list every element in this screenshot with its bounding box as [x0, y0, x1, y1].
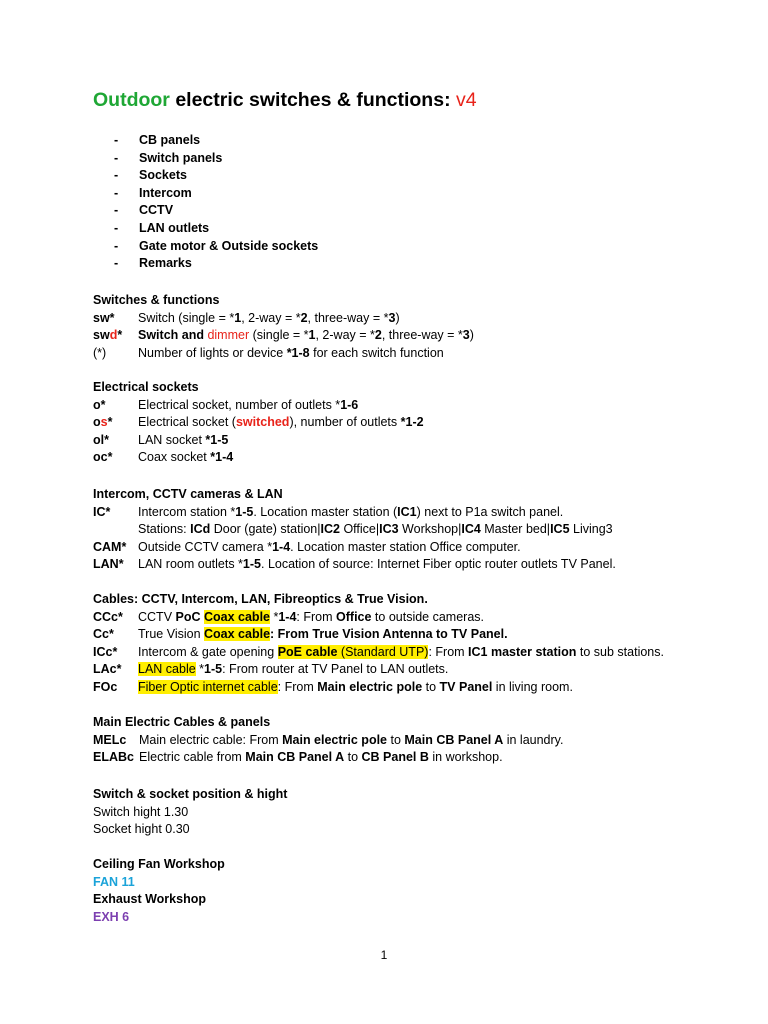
- ic-desc: Intercom station *1-5. Location master station (IC1) next to P1a switch panel.: [138, 504, 564, 519]
- lan-code: LAN*: [93, 557, 124, 572]
- cc-code: Cc*: [93, 627, 114, 642]
- ic-code: IC*: [93, 504, 111, 519]
- switch-height: Switch hight 1.30: [93, 804, 189, 819]
- o-code: o*: [93, 397, 106, 412]
- section-heading: Ceiling Fan Workshop: [93, 857, 225, 871]
- exhaust-value: EXH 6: [93, 909, 130, 924]
- main-cables-section: [93, 714, 564, 767]
- section-heading: Switches & functions: [93, 293, 220, 307]
- cc-row: [93, 626, 508, 644]
- ol-desc: LAN socket *1-5: [138, 432, 229, 447]
- swd-row: [93, 327, 474, 345]
- page-number: 1: [380, 948, 388, 962]
- bullet-dash: -: [114, 256, 119, 271]
- cc-desc: True Vision Coax cable: From True Vision Antenna to TV Panel.: [138, 627, 508, 642]
- position-section: [93, 786, 287, 839]
- title-outdoor: Outdoor: [93, 89, 170, 111]
- fan-value: FAN 11: [93, 874, 135, 889]
- ol-code: ol*: [93, 432, 109, 447]
- section-heading: Exhaust Workshop: [93, 892, 206, 907]
- sockets-section: [93, 379, 424, 467]
- bullet-dash: -: [114, 150, 119, 165]
- swd-desc: Switch and dimmer (single = *1, 2-way = *2, three-way = *3): [138, 328, 474, 343]
- lan-desc: LAN room outlets *1-5. Location of source: Internet Fiber optic router outlets TV Panel.: [138, 557, 616, 572]
- oc-desc: Coax socket *1-4: [138, 450, 234, 465]
- swd-code: swd*: [93, 328, 123, 343]
- lac-row: [93, 661, 449, 679]
- lac-desc: LAN cable *1-5: From router at TV Panel to LAN outlets.: [138, 662, 449, 677]
- toc-item-label: LAN outlets: [139, 220, 210, 235]
- cam-code: CAM*: [93, 539, 127, 554]
- switches-section: [93, 292, 474, 362]
- bullet-dash: -: [114, 238, 119, 253]
- fan-section: [93, 856, 225, 926]
- bullet-dash: -: [114, 168, 119, 183]
- ic-row: [93, 504, 564, 522]
- cables-section: [93, 591, 664, 697]
- section-heading: Intercom, CCTV cameras & LAN: [93, 487, 283, 501]
- sw-desc: Switch (single = *1, 2-way = *2, three-way = *3): [138, 310, 400, 325]
- foc-desc: Fiber Optic internet cable: From Main electric pole to TV Panel in living room.: [138, 679, 573, 694]
- cam-row: [93, 539, 521, 557]
- oc-code: oc*: [93, 450, 113, 465]
- star-code: (*): [93, 345, 107, 360]
- elabc-row: [93, 749, 503, 767]
- bullet-dash: -: [114, 203, 119, 218]
- toc-item-label: Remarks: [139, 256, 192, 271]
- section-heading: Cables: CCTV, Intercom, LAN, Fibreoptics & True Vision.: [93, 592, 428, 606]
- elabc-desc: Electric cable from Main CB Panel A to CB Panel B in workshop.: [139, 750, 503, 765]
- o-row: [93, 397, 359, 415]
- toc-item-label: CCTV: [139, 203, 174, 218]
- os-row: [93, 414, 424, 432]
- stations-row: [93, 521, 613, 539]
- bullet-dash: -: [114, 185, 119, 200]
- toc-item-label: Sockets: [139, 168, 187, 183]
- section-heading: Electrical sockets: [93, 380, 199, 394]
- section-heading: Main Electric Cables & panels: [93, 715, 271, 729]
- star-desc: Number of lights or device *1-8 for each switch function: [138, 345, 444, 360]
- os-desc: Electrical socket (switched), number of outlets *1-2: [138, 415, 424, 430]
- icc-row: [93, 644, 664, 662]
- lac-code: LAc*: [93, 662, 122, 677]
- socket-height: Socket hight 0.30: [93, 822, 190, 837]
- lan-row: [93, 556, 616, 574]
- star-row: [93, 345, 444, 363]
- icc-desc: Intercom & gate opening PoE cable (Standard UTP): From IC1 master station to sub stations.: [138, 644, 664, 659]
- os-code: os*: [93, 415, 113, 430]
- ccc-code: CCc*: [93, 609, 123, 624]
- bullet-dash: -: [114, 133, 119, 147]
- o-desc: Electrical socket, number of outlets *1-6: [138, 397, 359, 412]
- cam-desc: Outside CCTV camera *1-4. Location master station Office computer.: [138, 539, 521, 554]
- title-version: v4: [450, 89, 477, 111]
- melc-desc: Main electric cable: From Main electric pole to Main CB Panel A in laundry.: [139, 732, 564, 747]
- melc-row: [93, 732, 564, 750]
- sw-row: [93, 310, 400, 328]
- title-main: electric switches & functions:: [169, 89, 451, 111]
- section-heading: Switch & socket position & hight: [93, 787, 288, 801]
- toc-item-label: Switch panels: [139, 150, 223, 165]
- foc-code: FOc: [93, 679, 118, 694]
- ccc-row: [93, 609, 485, 627]
- sw-code: sw*: [93, 310, 115, 325]
- oc-row: [93, 449, 234, 467]
- elabc-code: ELABc: [93, 750, 134, 765]
- page-title: [93, 89, 477, 112]
- melc-code: MELc: [93, 732, 127, 747]
- toc-item-label: Intercom: [139, 185, 192, 200]
- stations-desc: Stations: ICd Door (gate) station|IC2 Office|IC3 Workshop|IC4 Master bed|IC5 Living3: [138, 522, 613, 537]
- toc-item-label: CB panels: [139, 133, 201, 147]
- foc-row: [93, 679, 573, 697]
- ol-row: [93, 432, 229, 450]
- ccc-desc: CCTV PoC Coax cable *1-4: From Office to outside cameras.: [138, 609, 485, 624]
- toc-item-label: Gate motor & Outside sockets: [139, 238, 319, 253]
- intercom-section: [93, 486, 616, 574]
- icc-code: ICc*: [93, 644, 118, 659]
- bullet-dash: -: [114, 220, 119, 235]
